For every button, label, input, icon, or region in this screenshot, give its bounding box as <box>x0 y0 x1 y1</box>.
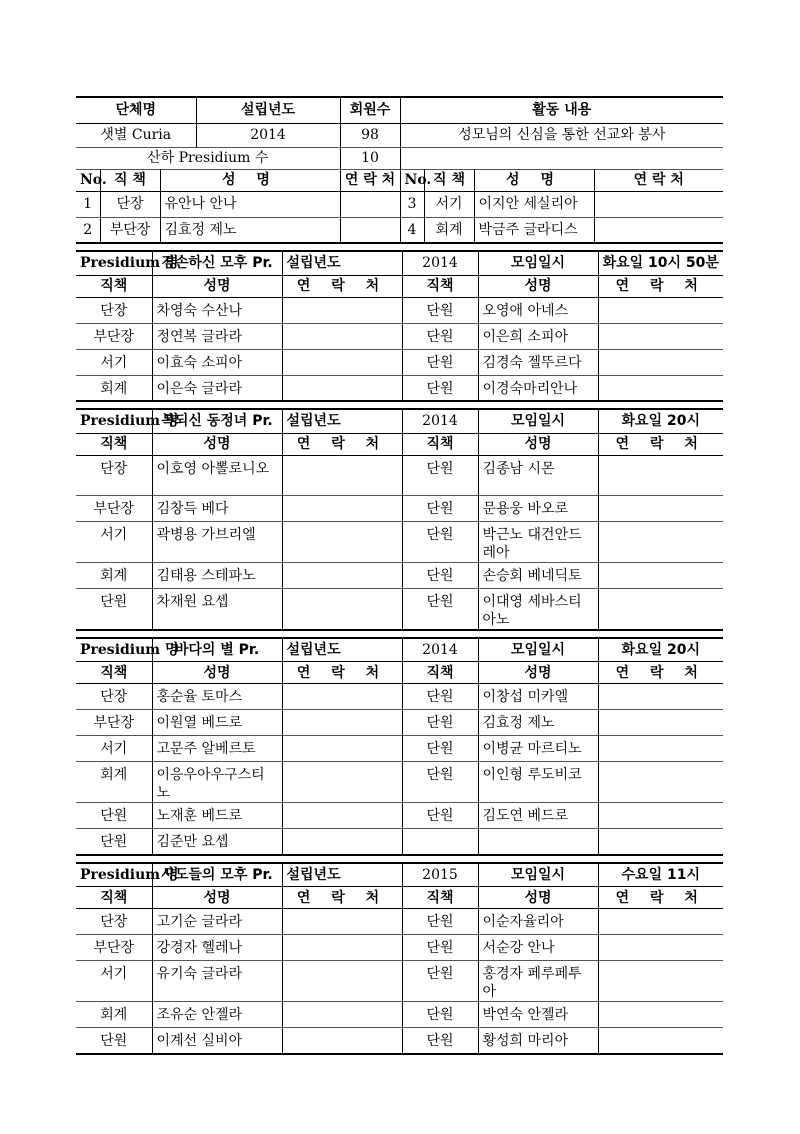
member-name: 김경숙 젤뚜르다 <box>478 349 598 375</box>
meeting-time: 화요일 20시 <box>598 638 723 662</box>
member-row <box>76 588 723 630</box>
member-role: 회계 <box>100 380 128 397</box>
member-role: 단원 <box>402 803 478 829</box>
member-row <box>76 736 723 762</box>
member-contact <box>598 588 723 630</box>
col-role-right: 직 책 <box>424 169 474 191</box>
curia-members: 98 <box>340 123 400 147</box>
member-role: 단원 <box>100 1033 128 1049</box>
member-contact <box>282 375 402 401</box>
member-contact <box>598 323 723 349</box>
curia-activity: 성모님의 신심을 통한 선교와 봉사 <box>400 123 723 147</box>
member-contact <box>282 297 402 323</box>
col-name-left: 성명 <box>152 275 282 297</box>
member-contact <box>598 349 723 375</box>
member-name: 이창섭 미카엘 <box>478 684 598 710</box>
member-role: 단장 <box>100 689 128 705</box>
meeting-label: 모임일시 <box>478 251 598 275</box>
member-contact <box>282 684 402 710</box>
member-role: 단장 <box>100 914 128 930</box>
member-role: 단원 <box>402 1002 478 1028</box>
member-contact <box>282 909 402 935</box>
member-row <box>76 562 723 588</box>
member-name: 노재훈 베드로 <box>152 803 282 829</box>
header-members: 회원수 <box>340 97 400 123</box>
member-name: 김종남 시몬 <box>478 455 598 495</box>
member-name: 이병균 마르티노 <box>478 736 598 762</box>
member-name: 이인형 루도비코 <box>478 762 598 803</box>
member-name: 고기순 글라라 <box>152 909 282 935</box>
member-name: 서순강 안나 <box>478 935 598 961</box>
member-name: 김준만 요셉 <box>152 829 282 855</box>
col-contact-right: 연 락 처 <box>598 433 723 455</box>
col-no-right: No. <box>400 169 424 191</box>
member-name: 이경숙마리안나 <box>478 375 598 401</box>
member-role: 단원 <box>402 762 478 803</box>
member-name: 김창득 베다 <box>152 495 282 521</box>
member-name: 홍경자 페루페투아 <box>478 961 598 1002</box>
header-group-name: 단체명 <box>115 102 157 119</box>
member-name: 정연복 글라라 <box>152 323 282 349</box>
member-name: 이은숙 글라라 <box>152 375 282 401</box>
member-row <box>76 909 723 935</box>
member-contact <box>598 1002 723 1028</box>
officer-name: 유안나 안나 <box>160 191 340 217</box>
member-row <box>76 803 723 829</box>
member-name: 오영애 아네스 <box>478 297 598 323</box>
meeting-time: 화요일 10시 50분 <box>598 251 723 275</box>
presidium-count-label: 산하 Presidium 수 <box>147 150 269 166</box>
col-no-left: No. <box>80 172 107 188</box>
meeting-time: 수요일 11시 <box>598 863 723 887</box>
member-row <box>76 323 723 349</box>
member-role: 단원 <box>100 593 128 610</box>
member-name: 고문주 알베르토 <box>152 736 282 762</box>
member-contact <box>598 961 723 1002</box>
member-name <box>478 829 598 855</box>
col-contact-left: 연 락 처 <box>282 662 402 684</box>
member-role: 부단장 <box>93 328 135 345</box>
member-contact <box>282 710 402 736</box>
member-name: 강경자 헬레나 <box>152 935 282 961</box>
member-name: 곽병용 가브리엘 <box>152 521 282 562</box>
member-contact <box>598 710 723 736</box>
officer-role: 부단장 <box>100 217 160 243</box>
meeting-label: 모임일시 <box>478 409 598 433</box>
member-role: 회계 <box>100 1007 128 1023</box>
member-name: 이원열 베드로 <box>152 710 282 736</box>
member-row <box>76 1002 723 1028</box>
member-role: 부단장 <box>93 500 135 517</box>
meeting-label: 모임일시 <box>478 863 598 887</box>
member-row <box>76 762 723 803</box>
member-contact <box>598 803 723 829</box>
col-contact-left: 연 락 처 <box>282 433 402 455</box>
presidium-name-label: Presidium 명 <box>80 866 179 883</box>
member-role: 단원 <box>100 808 128 824</box>
member-contact <box>282 562 402 588</box>
member-name: 유기숙 글라라 <box>152 961 282 1002</box>
member-name: 차영숙 수산나 <box>152 297 282 323</box>
member-contact <box>282 323 402 349</box>
member-contact <box>598 935 723 961</box>
member-role <box>402 829 478 855</box>
member-role: 단원 <box>402 1028 478 1054</box>
member-name: 이계선 실비아 <box>152 1028 282 1054</box>
officer-name: 이지안 세실리아 <box>474 191 594 217</box>
presidium-year: 2014 <box>402 409 478 433</box>
member-role: 단원 <box>402 736 478 762</box>
col-name-left: 성명 <box>152 662 282 684</box>
presidium-table <box>76 862 723 1055</box>
member-role: 서기 <box>100 354 128 371</box>
member-contact <box>282 736 402 762</box>
member-name: 홍순율 토마스 <box>152 684 282 710</box>
member-contact <box>598 495 723 521</box>
member-role: 단원 <box>100 834 128 850</box>
presidia-list <box>76 250 723 1061</box>
member-row <box>76 455 723 495</box>
member-name: 조유순 안젤라 <box>152 1002 282 1028</box>
member-role: 단원 <box>402 349 478 375</box>
member-role: 회계 <box>100 767 128 783</box>
col-name-right: 성명 <box>478 662 598 684</box>
member-role: 단원 <box>402 710 478 736</box>
member-role: 서기 <box>100 966 128 982</box>
col-name-right: 성명 <box>478 433 598 455</box>
member-row <box>76 684 723 710</box>
officer-name: 김효정 제노 <box>160 217 340 243</box>
officer-role: 서기 <box>424 191 474 217</box>
officer-role: 회계 <box>424 217 474 243</box>
member-row <box>76 935 723 961</box>
presidium-table <box>76 408 723 631</box>
member-name: 차재원 요셉 <box>152 588 282 630</box>
officer-no: 4 <box>400 217 424 243</box>
curia-table <box>76 96 723 244</box>
member-row <box>76 375 723 401</box>
presidium-name-label: Presidium 명 <box>80 413 179 430</box>
col-role-left: 직책 <box>100 889 128 906</box>
member-contact <box>282 495 402 521</box>
member-contact <box>598 684 723 710</box>
member-contact <box>598 762 723 803</box>
member-contact <box>282 1028 402 1054</box>
presidium-year: 2014 <box>402 251 478 275</box>
member-name: 이호영 아뽈로니오 <box>152 455 282 495</box>
member-contact <box>282 935 402 961</box>
founded-label: 설립년도 <box>282 251 402 275</box>
member-name: 이효숙 소피아 <box>152 349 282 375</box>
member-contact <box>282 455 402 495</box>
col-role-right: 직책 <box>402 662 478 684</box>
presidium-name: 겸손하신 모후 Pr. <box>152 251 282 275</box>
member-role: 부단장 <box>93 940 135 956</box>
col-name-right: 성명 <box>478 887 598 909</box>
officer-name: 박금주 글라디스 <box>474 217 594 243</box>
col-role-left: 직 책 <box>100 169 160 191</box>
member-name: 문용웅 바오로 <box>478 495 598 521</box>
document-page <box>76 96 723 1061</box>
member-role: 단원 <box>402 495 478 521</box>
member-contact <box>282 349 402 375</box>
officer-no: 3 <box>400 191 424 217</box>
member-role: 단장 <box>100 302 128 319</box>
meeting-label: 모임일시 <box>478 638 598 662</box>
col-name-left: 성명 <box>152 433 282 455</box>
header-founded: 설립년도 <box>196 97 340 123</box>
member-name: 김도연 베드로 <box>478 803 598 829</box>
member-row <box>76 829 723 855</box>
member-name: 이응우아우구스티노 <box>152 762 282 803</box>
col-role-right: 직책 <box>402 433 478 455</box>
member-role: 단원 <box>402 375 478 401</box>
col-name-left: 성 명 <box>160 169 340 191</box>
col-role-left: 직책 <box>100 664 128 681</box>
member-role: 단원 <box>402 961 478 1002</box>
member-name: 이순자율리아 <box>478 909 598 935</box>
member-name: 이은희 소피아 <box>478 323 598 349</box>
col-role-left: 직책 <box>100 436 128 452</box>
member-role: 단원 <box>402 588 478 630</box>
member-role: 회계 <box>100 567 128 584</box>
col-role-left: 직책 <box>100 278 128 294</box>
presidium-name: 복되신 동정녀 Pr. <box>152 409 282 433</box>
col-contact-left: 연 락 처 <box>282 887 402 909</box>
header-activity: 활동 내용 <box>400 97 723 123</box>
col-name-left: 성명 <box>152 887 282 909</box>
member-role: 단원 <box>402 935 478 961</box>
col-contact-left: 연 락 처 <box>340 169 400 191</box>
member-name: 황성희 마리아 <box>478 1028 598 1054</box>
officer-no: 1 <box>83 196 93 212</box>
member-row <box>76 710 723 736</box>
member-contact <box>598 1028 723 1054</box>
presidium-count: 10 <box>340 147 400 169</box>
member-contact <box>598 297 723 323</box>
col-role-right: 직책 <box>402 887 478 909</box>
member-contact <box>282 829 402 855</box>
member-contact <box>598 375 723 401</box>
member-contact <box>282 521 402 562</box>
member-role: 단원 <box>402 455 478 495</box>
member-contact <box>598 521 723 562</box>
col-role-right: 직책 <box>402 275 478 297</box>
member-row <box>76 349 723 375</box>
member-row <box>76 495 723 521</box>
member-name: 이대영 세바스티아노 <box>478 588 598 630</box>
member-role: 서기 <box>100 526 128 543</box>
member-contact <box>282 961 402 1002</box>
member-name: 박근노 대건안드레아 <box>478 521 598 562</box>
col-contact-left: 연 락 처 <box>282 275 402 297</box>
founded-label: 설립년도 <box>282 409 402 433</box>
member-role: 서기 <box>100 741 128 757</box>
presidium-year: 2014 <box>402 638 478 662</box>
member-role: 단원 <box>402 521 478 562</box>
presidium-name: 사도들의 모후 Pr. <box>152 863 282 887</box>
member-role: 단원 <box>402 684 478 710</box>
member-role: 단원 <box>402 297 478 323</box>
member-role: 단원 <box>402 562 478 588</box>
member-name: 박연숙 안젤라 <box>478 1002 598 1028</box>
member-name: 손승회 베네딕토 <box>478 562 598 588</box>
member-row <box>76 1028 723 1054</box>
presidium-year: 2015 <box>402 863 478 887</box>
member-contact <box>282 1002 402 1028</box>
member-name: 김태용 스테파노 <box>152 562 282 588</box>
col-contact-right: 연 락 처 <box>598 887 723 909</box>
col-name-right: 성 명 <box>474 169 594 191</box>
member-contact <box>282 762 402 803</box>
member-role: 부단장 <box>93 715 135 731</box>
officer-no: 2 <box>83 221 93 238</box>
presidium-table <box>76 250 723 402</box>
member-row <box>76 521 723 562</box>
member-contact <box>598 455 723 495</box>
presidium-name-label: Presidium 명 <box>80 255 179 272</box>
member-role: 단원 <box>402 323 478 349</box>
member-contact <box>598 909 723 935</box>
presidium-name-label: Presidium 명 <box>80 641 179 658</box>
col-contact-right: 연 락 처 <box>598 662 723 684</box>
member-row <box>76 297 723 323</box>
col-contact-right: 연 락 처 <box>594 169 723 191</box>
col-contact-right: 연 락 처 <box>598 275 723 297</box>
curia-name: 샛별 Curia <box>100 127 172 143</box>
member-role: 단원 <box>402 909 478 935</box>
col-name-right: 성명 <box>478 275 598 297</box>
curia-year: 2014 <box>196 123 340 147</box>
member-contact <box>598 562 723 588</box>
member-role: 단장 <box>100 460 128 477</box>
founded-label: 설립년도 <box>282 863 402 887</box>
presidium-name: 바다의 별 Pr. <box>152 638 282 662</box>
meeting-time: 화요일 20시 <box>598 409 723 433</box>
presidium-table <box>76 637 723 856</box>
member-contact <box>598 829 723 855</box>
member-contact <box>598 736 723 762</box>
officer-role: 단장 <box>100 191 160 217</box>
member-row <box>76 961 723 1002</box>
member-name: 김효정 제노 <box>478 710 598 736</box>
founded-label: 설립년도 <box>282 638 402 662</box>
member-contact <box>282 803 402 829</box>
member-contact <box>282 588 402 630</box>
